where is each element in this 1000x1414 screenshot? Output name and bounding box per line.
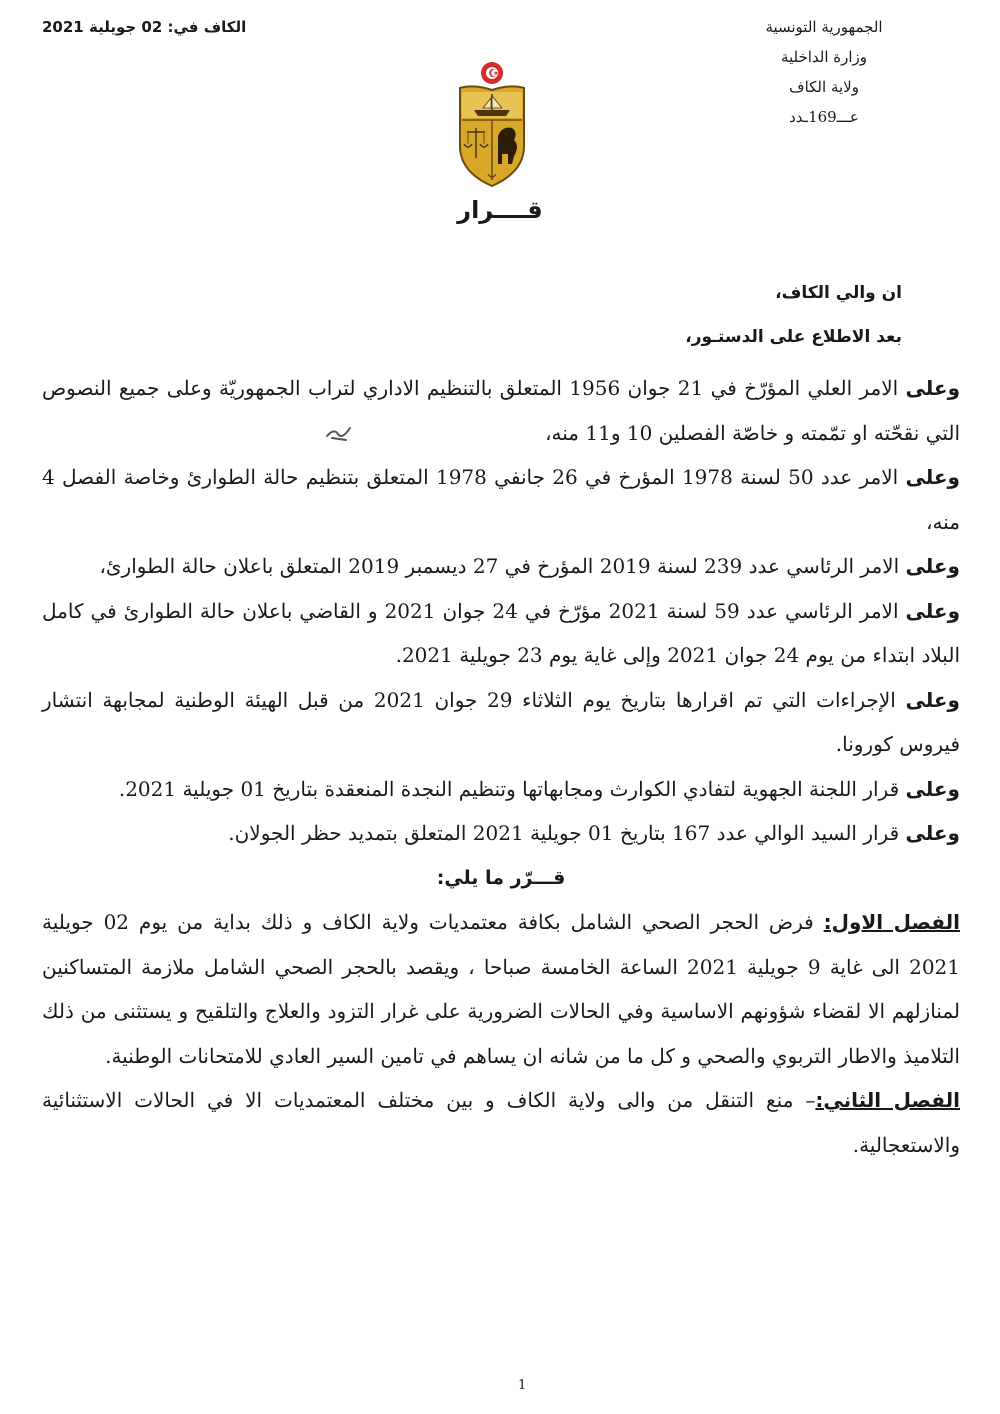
clause-text: الامر الرئاسي عدد 239 لسنة 2019 المؤرخ في 27 ديسمبر 2019 المتعلق باعلان حالة الطوارئ، (99, 554, 906, 578)
article-1 (42, 900, 960, 1078)
article-text: – منع التنقل من والى ولاية الكاف و بين مختلف المعتمديات الا في الحالات الاستثنائية والاستعجالية. (42, 1088, 960, 1157)
article-title: الفصل الاول: (823, 910, 960, 934)
clause-keyword: وعلى (905, 776, 960, 801)
ministry-name: وزارة الداخلية (780, 48, 868, 66)
clause-text: قرار السيد الوالي عدد 167 بتاريخ 01 جويلية 2021 المتعلق بتمديد حظر الجولان. (228, 821, 906, 845)
article-title: الفصل الثاني: (815, 1088, 960, 1112)
intro-governor: ان والي الكاف، (775, 283, 902, 303)
clause-text: الامر الرئاسي عدد 59 لسنة 2021 مؤرّخ في 24 جوان 2021 و القاضي باعلان حالة الطوارئ في كامل البلاد ابتداء من يوم 24 جوان 2021 وإلى غاية يوم 23 جويلية 2021. (42, 598, 960, 667)
governorate-name: ولاية الكاف (789, 78, 859, 96)
preamble-clause (42, 811, 960, 856)
date-line: الكاف في: 02 جويلية 2021 (42, 18, 247, 36)
coat-of-arms-icon (454, 60, 530, 190)
clause-keyword: وعلى (905, 376, 961, 400)
preamble-clause (42, 678, 960, 767)
decree-heading: قـــرّر ما يلي: (436, 866, 566, 889)
document-body (42, 366, 960, 1167)
clause-text: الامر عدد 50 لسنة 1978 المؤرخ في 26 جانفي 1978 المتعلق بتنظيم حالة الطوارئ وخاصة الفصل 4 منه، (42, 465, 960, 534)
reference-number: عـــ169ـدد (789, 108, 859, 126)
page-number: 1 (518, 1378, 527, 1393)
intro-constitution: بعد الاطلاع على الدستـور، (685, 327, 902, 347)
preamble-clause (42, 455, 960, 544)
clause-text: الإجراءات التي تم اقرارها بتاريخ يوم الثلاثاء 29 جوان 2021 من قبل الهيئة الوطنية لمجابهة انتشار فيروس كورونا. (42, 687, 960, 756)
article-text: فرض الحجر الصحي الشامل بكافة معتمديات ولاية الكاف و ذلك بداية من يوم 02 جويلية 2021 الى غاية 9 جويلية 2021 الساعة الخامسة صباحا ، ويقصد بالحجر الصحي الشامل ملازمة المتساكنين لمنازلهم الا لقضاء شؤونهم الاساسية وفي الحالات الضرورية على غرار التزود والعلاج والتلقيح و يستثنى من ذلك التلاميذ والاطار التربوي والصحي و كل ما من شانه ان يساهم في تامين السير العادي للامتحانات الوطنية. (42, 910, 961, 1068)
republic-name: الجمهورية التونسية (765, 18, 883, 36)
article-2 (42, 1078, 960, 1167)
clause-keyword: وعلى (905, 821, 960, 845)
preamble-clause (42, 767, 960, 812)
document-title: قــــرار (457, 196, 543, 224)
clause-keyword: وعلى (905, 598, 961, 623)
clause-text: قرار اللجنة الجهوية لتفادي الكوارث ومجابهاتها وتنظيم النجدة المنعقدة بتاريخ 01 جويلية 2021. (118, 776, 906, 801)
preamble-clause (42, 544, 960, 589)
letterhead (744, 12, 904, 132)
preamble-clause (42, 366, 960, 455)
preamble-clause (42, 589, 960, 678)
clause-keyword: وعلى (905, 687, 960, 712)
clause-text: الامر العلي المؤرّخ في 21 جوان 1956 المتعلق بالتنظيم الاداري لتراب الجمهوريّة وعلى جميع النصوص التي نقحّته او تمّمته و خاصّة الفصلين 10 و11 منه، (42, 376, 960, 445)
clause-keyword: وعلى (905, 465, 960, 489)
clause-keyword: وعلى (905, 554, 960, 578)
